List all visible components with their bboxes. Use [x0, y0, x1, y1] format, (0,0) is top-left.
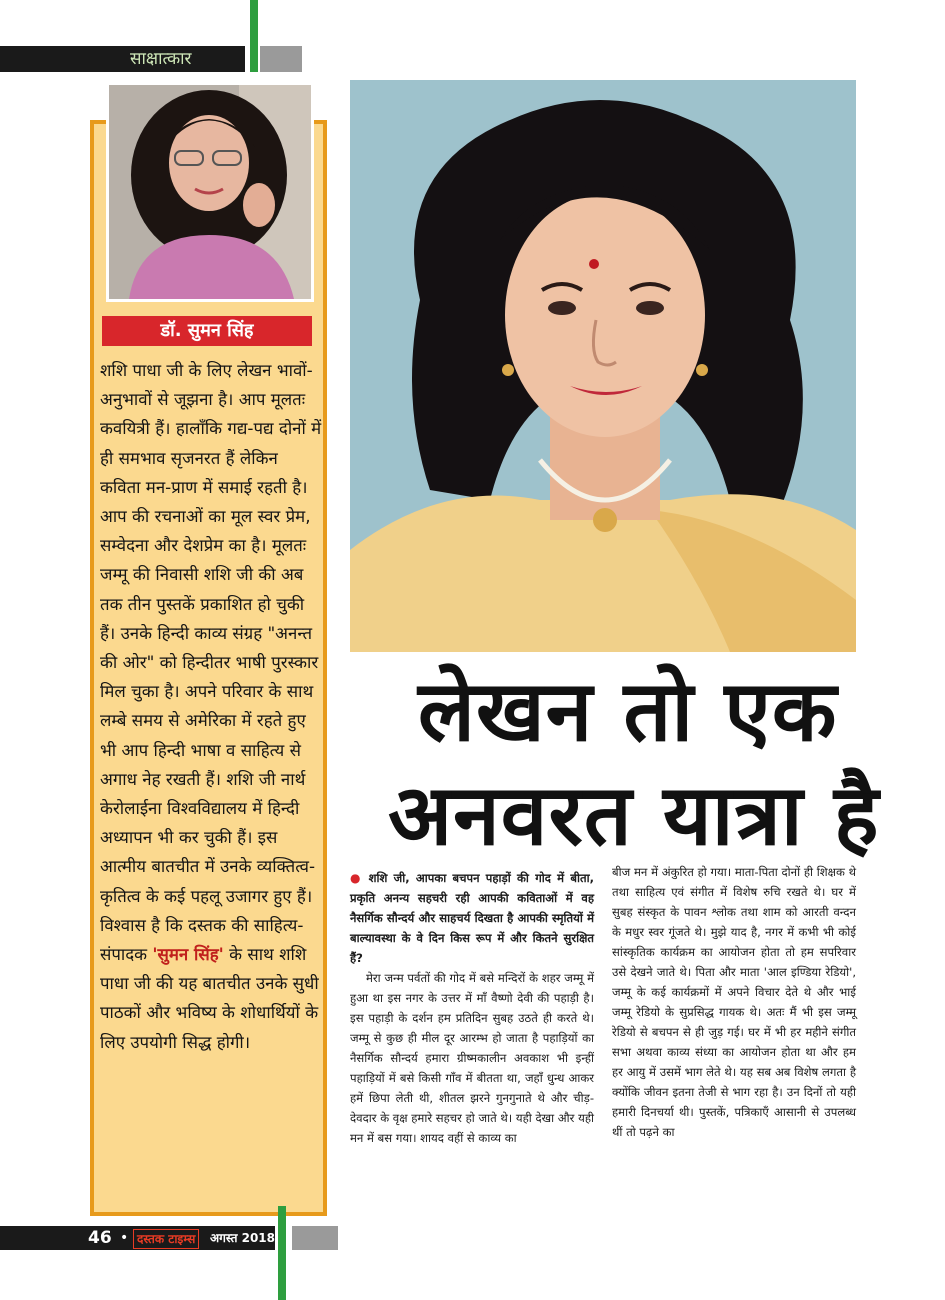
article-column-2: बीज मन में अंकुरित हो गया। माता-पिता दोनों ही शिक्षक थे तथा साहित्य एवं संगीत में विशेष रुचि रखते थे। घर में सुबह संस्कृत के पावन श्लोक तथा शाम को आरती वन्दन के मधुर स्वर गूंजते थे। मुझे याद है, नगर में कभी भी कोई सांस्कृतिक कार्यक्रम का आयोजन होता तो हम सपरिवार उसे देखने जाते थे। पिता और माता 'आल इण्डिया रेडियो', जम्मू के कई कार्यक्रमों में अपने विचार देते थे और भाई जम्मू रेडियो के सुप्रसिद्ध गायक थे। अतः मैं भी इस जम्मू रेडियो से बचपन से ही जुड़ गई। घर में भी हर महीने संगीत सभा अथवा काव्य संध्या का आयोजन होता था और हम हर आयु में उसमें भाग लेते थे। यह सब अब विशेष लगता है क्योंकि जीवन इतना तेजी से भाग रहा है। उन दिनों तो यही हमारी दिनचर्या थी। पुस्तकें, पत्रिकाएँ आसानी से उपलब्ध थीं तो पढ़ने का: [612, 865, 856, 1139]
interview-question: शशि जी, आपका बचपन पहाड़ों की गोद में बीता, प्रकृति अनन्य सहचरी रही आपकी कविताओं में वह नैसर्गिक सौन्दर्य और साहचर्य दिखता है आपकी स्मृतियों में बाल्यावस्था के वे दिन किस रूप में और कितने सुरक्षित हैं?: [350, 871, 594, 965]
green-vertical-rule-top: [250, 0, 258, 72]
answer-paragraph-1: मेरा जन्म पर्वतों की गोद में बसे मन्दिरों के शहर जम्मू में हुआ था इस नगर के उत्तर में माँ वैष्णो देवी की पहाड़ी है। इस पहाड़ी के दर्शन हम प्रतिदिन सुबह उठते ही करते थे। जम्मू से कुछ ही मील दूर आरम्भ हो जाता है पहाड़ियों का नैसर्गिक सौन्दर्य हमारा ग्रीष्मकालीन अवकाश भी इन्हीं पहाड़ियों में बसे किसी गाँव में बीतता था, जहाँ धुन्ध आकर हमें छिपा लेती थी, शीतल झरने गुनगुनाते थे और चीड़-देवदार के वृक्ष हमारे सहचर हो जाते थे। यही देखा और यही मन में बस गया। शायद वहीं से काव्य का: [350, 971, 594, 1145]
intro-text-main: शशि पाधा जी के लिए लेखन भावों-अनुभावों से जूझना है। आप मूलतः कवयित्री हैं। हालाँकि गद्य-पद्य दोनों में ही समभाव सृजनरत हैं लेकिन कविता मन-प्राण में समाई रहती है। आप की रचनाओं का मूल स्वर प्रेम, सम्वेदना और देशप्रेम का है। मूलतः जम्मू की निवासी शशि जी की अब तक तीन पुस्तकें प्रकाशित हो चुकी हैं। उनके हिन्दी काव्य संग्रह "अनन्त की ओर" को हिन्दीतर भाषी पुरस्कार मिल चुका है। अपने परिवार के साथ लम्बे समय से अमेरिका में रहते हुए भी आप हिन्दी भाषा व साहित्य से अगाध नेह रखती हैं। शशि जी नार्थ केरोलाईना विश्वविद्यालय में हिन्दी अध्यापन भी कर चुकी हैं। इस आत्मीय बातचीत में उनके व्यक्तित्व-कृतित्व के कई पहलू उजागर हुए हैं। विश्वास है कि दस्तक की साहित्य-संपादक: [100, 360, 322, 965]
footer-separator: •: [120, 1230, 129, 1246]
intro-text-end: के साथ शशि पाधा जी की यह बातचीत उनके सुधी पाठकों और भविष्य के शोधार्थियों के लिए उपयोगी सिद्ध होगी।: [100, 944, 319, 1052]
section-header-grey-block: [260, 46, 302, 72]
interviewee-photo: [350, 80, 856, 652]
author-portrait-image: [109, 85, 311, 299]
interviewee-portrait-image: [350, 80, 856, 652]
article-column-1: [350, 868, 594, 1148]
headline-line-1: लेखन तो एक: [418, 662, 838, 760]
author-photo: [106, 82, 314, 302]
intro-text: [100, 356, 322, 1057]
question-bullet-icon: ●: [350, 871, 363, 885]
issue-date: अगस्त 2018: [210, 1231, 276, 1245]
section-header-bar: [0, 46, 245, 72]
headline-line-2: अनवरत यात्रा है: [388, 766, 880, 864]
green-vertical-rule-bottom: [278, 1206, 286, 1300]
page-number: 46: [88, 1228, 112, 1248]
intro-highlight-name: 'सुमन सिंह': [152, 944, 224, 965]
footer-grey-block: [292, 1226, 338, 1250]
section-label: साक्षात्कार: [130, 49, 192, 69]
magazine-logo: दस्तक टाइम्स: [133, 1229, 199, 1249]
author-byline: डॉ. सुमन सिंह: [102, 316, 312, 346]
